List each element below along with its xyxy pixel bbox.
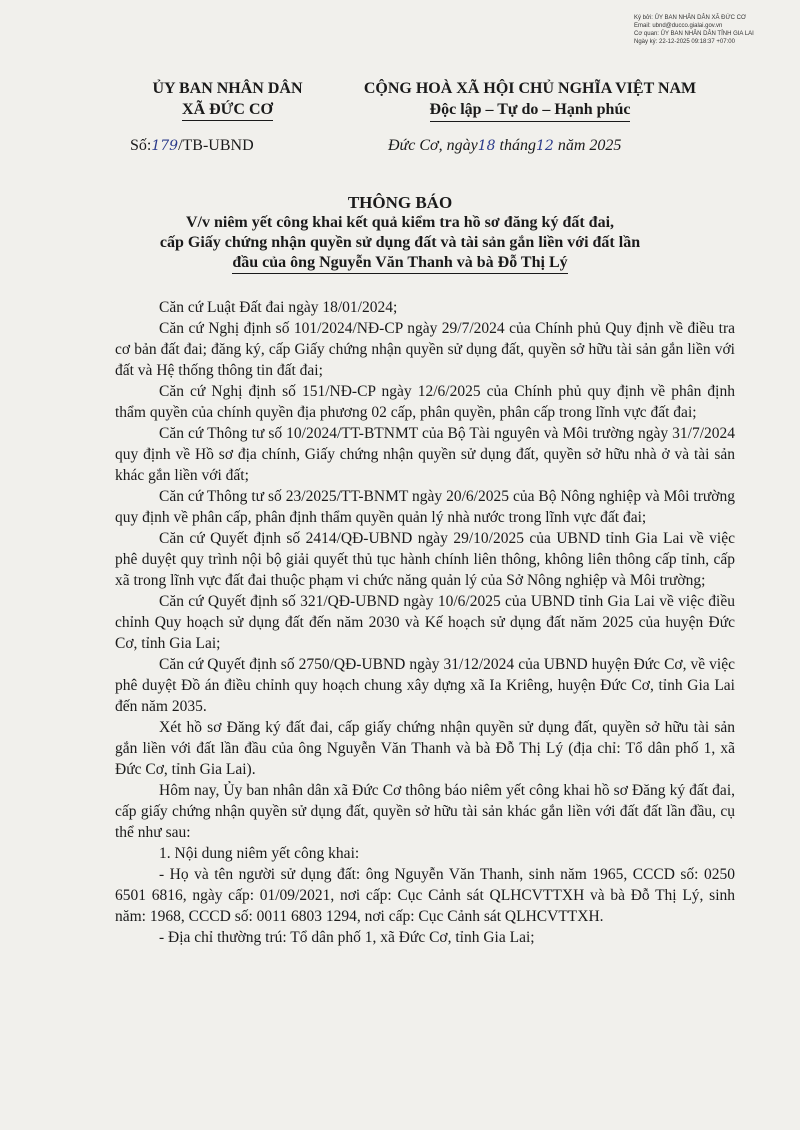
document-date: Đức Cơ, ngày18 tháng12 năm 2025 <box>388 137 622 154</box>
body-paragraph: Căn cứ Quyết định số 2414/QĐ-UBND ngày 29/10/2025 của UBND tỉnh Gia Lai về việc phê duyệt quy trình nội bộ giải quyết thủ tục hành chính liên thông, không liên thông cấp tỉnh, cấp xã trong lĩnh vực đất đai thuộc phạm vi chức năng quản lý của Sở Nông nghiệp và Môi trường; <box>115 530 735 589</box>
body-paragraph: Căn cứ Thông tư số 10/2024/TT-BTNMT của Bộ Tài nguyên và Môi trường ngày 31/7/2024 quy định về Hồ sơ địa chính, Giấy chứng nhận quyền sử dụng đất, quyền sở hữu nhà ở và tài sản khác gắn liền với đất; <box>115 425 735 484</box>
body-paragraph: 1. Nội dung niêm yết công khai: <box>159 845 360 862</box>
signature-line: Ký bởi: ỦY BAN NHÂN DÂN XÃ ĐỨC CƠ <box>634 15 747 21</box>
body-paragraph: Căn cứ Quyết định số 2750/QĐ-UBND ngày 31/12/2024 của UBND huyện Đức Cơ, về việc phê duyệt Đồ án điều chỉnh quy hoạch chung xây dựng xã Ia Kriêng, huyện Đức Cơ, tỉnh Gia Lai đến năm 2035. <box>115 656 735 715</box>
agency-commune: XÃ ĐỨC CƠ <box>182 99 273 121</box>
body-paragraph: Xét hồ sơ Đăng ký đất đai, cấp giấy chứng nhận quyền sử dụng đất, quyền sở hữu tài sản gắn liền với đất lần đầu của ông Nguyễn Văn Thanh và bà Đỗ Thị Lý (địa chỉ: Tổ dân phố 1, xã Đức Cơ, tỉnh Gia Lai). <box>115 719 735 778</box>
national-header <box>325 78 735 122</box>
body-paragraph: - Địa chỉ thường trú: Tổ dân phố 1, xã Đức Cơ, tỉnh Gia Lai; <box>159 929 535 946</box>
document-number: Số:179/TB-UBND <box>130 137 254 154</box>
body-paragraph: Căn cứ Quyết định số 321/QĐ-UBND ngày 10/6/2025 của UBND tỉnh Gia Lai về việc điều chỉnh Quy hoạch sử dụng đất đến năm 2030 và Kế hoạch sử dụng đất năm 2025 của huyện Đức Cơ, tỉnh Gia Lai; <box>115 593 735 652</box>
body-paragraph: - Họ và tên người sử dụng đất: ông Nguyễn Văn Thanh, sinh năm 1965, CCCD số: 0250 6501 6816, ngày cấp: 01/09/2021, nơi cấp: Cục Cảnh sát QLHCVTTXH và bà Đỗ Thị Lý, sinh năm: 1968, CCCD số: 0011 6803 1294, nơi cấp: Cục Cảnh sát QLHCVTTXH. <box>115 866 735 925</box>
digital-signature-block <box>634 14 794 46</box>
handwritten-month: 12 <box>535 138 554 154</box>
notice-heading: THÔNG BÁO <box>347 193 453 212</box>
document-body <box>115 297 735 948</box>
nation-name: CỘNG HOÀ XÃ HỘI CHỦ NGHĨA VIỆT NAM <box>363 80 697 97</box>
body-paragraph: Căn cứ Nghị định số 101/2024/NĐ-CP ngày 29/7/2024 của Chính phủ Quy định về điều tra cơ bản đất đai; đăng ký, cấp Giấy chứng nhận quyền sử dụng đất, quyền sở hữu tài sản gắn liền với đất và Hệ thống thông tin đất đai; <box>115 320 735 379</box>
signature-line: Email: ubnd@ducco.gialai.gov.vn <box>634 23 723 29</box>
signature-line: Ngày ký: 22-12-2025 09:18:37 +07:00 <box>634 39 735 45</box>
body-paragraph: Hôm nay, Ủy ban nhân dân xã Đức Cơ thông báo niêm yết công khai hồ sơ Đăng ký đất đai, cấp giấy chứng nhận quyền sử dụng đất, quyền sở hữu tài sản khác gắn liền với đất đất lần đầu, cụ thể như sau: <box>115 782 735 841</box>
notice-subject-line: cấp Giấy chứng nhận quyền sử dụng đất và tài sản gắn liền với đất lần <box>159 234 641 251</box>
handwritten-day: 18 <box>477 138 496 154</box>
national-motto: Độc lập – Tự do – Hạnh phúc <box>430 99 631 122</box>
notice-title <box>140 193 660 274</box>
notice-subject-line: V/v niêm yết công khai kết quả kiểm tra hồ sơ đăng ký đất đai, <box>185 214 615 231</box>
body-paragraph: Căn cứ Thông tư số 23/2025/TT-BNMT ngày 20/6/2025 của Bộ Nông nghiệp và Môi trường quy định về phân cấp, phân định thẩm quyền quản lý nhà nước trong lĩnh vực đất đai; <box>115 488 735 526</box>
body-paragraph: Căn cứ Nghị định số 151/NĐ-CP ngày 12/6/2025 của Chính phủ quy định về phân định thẩm quyền của chính quyền địa phương 02 cấp, phân quyền, phân cấp trong lĩnh vực đất đai; <box>115 383 735 421</box>
issuing-agency <box>120 78 335 121</box>
agency-name: ỦY BAN NHÂN DÂN <box>152 80 303 97</box>
body-paragraph: Căn cứ Luật Đất đai ngày 18/01/2024; <box>159 299 398 316</box>
signature-line: Cơ quan: ỦY BAN NHÂN DÂN TỈNH GIA LAI <box>634 31 754 37</box>
notice-subject-line: đầu của ông Nguyễn Văn Thanh và bà Đỗ Thị Lý <box>232 253 567 274</box>
handwritten-number: 179 <box>151 138 179 154</box>
